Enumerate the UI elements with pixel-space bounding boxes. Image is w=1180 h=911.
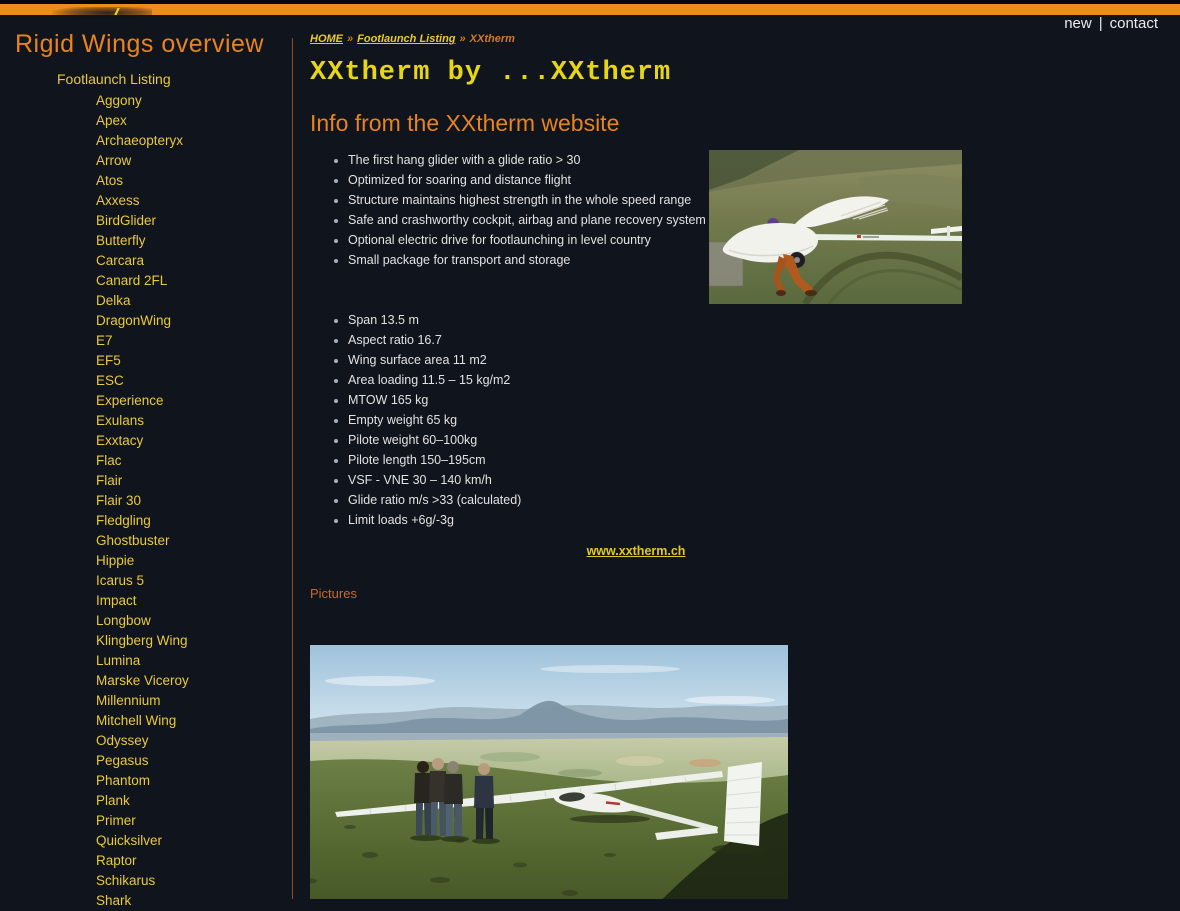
sidebar-item[interactable]: Quicksilver (96, 833, 163, 848)
sidebar-item[interactable]: Longbow (96, 613, 151, 628)
sidebar-item[interactable]: Ghostbuster (96, 533, 170, 548)
hillside-photo (310, 645, 788, 899)
features-list (332, 150, 706, 270)
sidebar-item[interactable]: EF5 (96, 353, 121, 368)
spec-item: • Glide ratio m/s >33 (calculated) (348, 490, 521, 510)
sidebar-item[interactable]: Icarus 5 (96, 573, 145, 588)
sidebar-divider (292, 38, 293, 899)
sidebar-item[interactable]: Atos (96, 173, 124, 188)
spec-item: • Span 13.5 m (348, 310, 521, 330)
feature-item: • Safe and crashworthy cockpit, airbag and plane recovery system (348, 210, 706, 230)
feature-item: • Small package for transport and storage (348, 250, 706, 270)
feature-item: • Structure maintains highest strength in the whole speed range (348, 190, 706, 210)
sidebar-footlaunch-listing-link[interactable]: Footlaunch Listing (57, 71, 171, 87)
sidebar-item[interactable]: Klingberg Wing (96, 633, 188, 648)
sidebar-item[interactable]: Flair (96, 473, 123, 488)
breadcrumb-listing-link[interactable]: Footlaunch Listing (357, 33, 456, 45)
sidebar-item[interactable]: Delka (96, 293, 131, 308)
sidebar-item[interactable]: Plank (96, 793, 130, 808)
sidebar-item[interactable]: Hippie (96, 553, 135, 568)
contact-link[interactable]: contact (1109, 15, 1158, 32)
sidebar-item[interactable]: Flac (96, 453, 122, 468)
breadcrumb-current-page: XXtherm (469, 33, 515, 45)
sidebar-item[interactable]: ESC (96, 373, 124, 388)
breadcrumb-separator: » (347, 33, 354, 45)
sidebar-item[interactable]: Arrow (96, 153, 132, 168)
sidebar-glider-list (96, 91, 189, 911)
sidebar-title: Rigid Wings overview (15, 30, 264, 58)
spec-item: • Pilote weight 60–100kg (348, 430, 521, 450)
sidebar-item[interactable]: Butterfly (96, 233, 146, 248)
top-nav-separator: | (1098, 15, 1103, 32)
top-nav (1064, 15, 1158, 32)
sidebar-item[interactable]: Apex (96, 113, 127, 128)
sidebar-item[interactable]: Carcara (96, 253, 145, 268)
site-logo (52, 7, 152, 20)
sidebar-item[interactable]: Aggony (96, 93, 142, 108)
sidebar-item[interactable]: Impact (96, 593, 137, 608)
breadcrumb-separator: » (459, 33, 466, 45)
spec-item: • Aspect ratio 16.7 (348, 330, 521, 350)
sidebar-item[interactable]: Odyssey (96, 733, 149, 748)
sidebar-item[interactable]: DragonWing (96, 313, 172, 328)
sidebar-item[interactable]: Millennium (96, 693, 161, 708)
sidebar-item[interactable]: Primer (96, 813, 136, 828)
spec-item: • Area loading 11.5 – 15 kg/m2 (348, 370, 521, 390)
website-link-row (310, 542, 962, 560)
page-title: XXtherm by ...XXtherm (310, 58, 672, 88)
feature-item: • Optional electric drive for footlaunching in level country (348, 230, 706, 250)
sidebar-item[interactable]: Marske Viceroy (96, 673, 189, 688)
spec-item: • VSF - VNE 30 – 140 km/h (348, 470, 521, 490)
sidebar-item[interactable]: Exulans (96, 413, 145, 428)
sidebar-item[interactable]: Fledgling (96, 513, 151, 528)
sidebar-item[interactable]: Shark (96, 893, 132, 908)
feature-item: • Optimized for soaring and distance flight (348, 170, 706, 190)
spec-item: • Pilote length 150–195cm (348, 450, 521, 470)
specs-list (332, 310, 521, 530)
sidebar-item[interactable]: Lumina (96, 653, 141, 668)
breadcrumb (310, 33, 515, 45)
sidebar-item[interactable]: Flair 30 (96, 493, 142, 508)
sidebar-item[interactable]: Pegasus (96, 753, 149, 768)
sidebar-item[interactable]: Experience (96, 393, 164, 408)
sidebar-item[interactable]: Canard 2FL (96, 273, 168, 288)
sidebar-item[interactable]: Mitchell Wing (96, 713, 177, 728)
spec-item: • Empty weight 65 kg (348, 410, 521, 430)
sidebar-item[interactable]: BirdGlider (96, 213, 157, 228)
footlaunch-photo (709, 150, 962, 304)
sidebar-item[interactable]: Exxtacy (96, 433, 144, 448)
sidebar-item[interactable]: Raptor (96, 853, 137, 868)
spec-item: • Limit loads +6g/-3g (348, 510, 521, 530)
top-orange-bar (0, 4, 1180, 15)
sidebar-item[interactable]: Schikarus (96, 873, 156, 888)
new-link[interactable]: new (1064, 15, 1092, 32)
sidebar-item[interactable]: Axxess (96, 193, 140, 208)
section-subtitle: Info from the XXtherm website (310, 110, 620, 136)
xxtherm-website-link[interactable]: www.xxtherm.ch (586, 544, 686, 558)
feature-item: • The first hang glider with a glide ratio > 30 (348, 150, 706, 170)
spec-item: • Wing surface area 11 m2 (348, 350, 521, 370)
spec-item: • MTOW 165 kg (348, 390, 521, 410)
sidebar-item[interactable]: Archaeopteryx (96, 133, 184, 148)
sidebar-item[interactable]: E7 (96, 333, 113, 348)
breadcrumb-home-link[interactable]: HOME (310, 33, 343, 45)
logo-spark-icon (112, 8, 122, 15)
pictures-label: Pictures (310, 586, 357, 601)
sidebar-item[interactable]: Phantom (96, 773, 151, 788)
